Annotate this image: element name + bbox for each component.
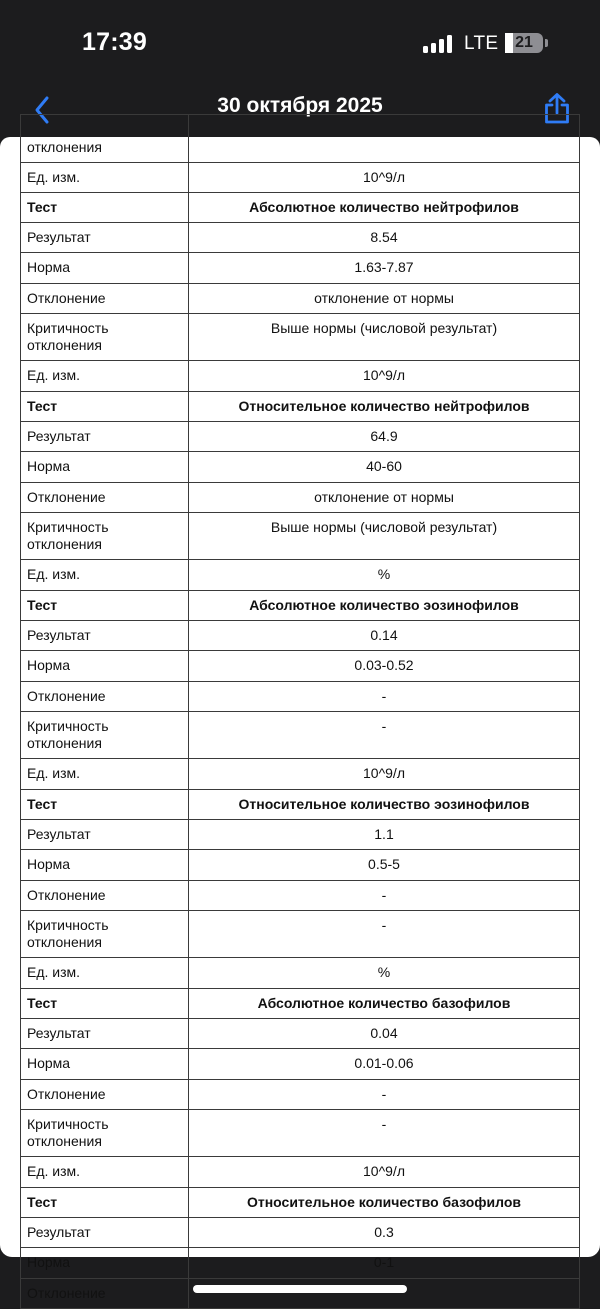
row-label: Отклонение — [21, 283, 189, 313]
test-name: Абсолютное количество эозинофилов — [189, 590, 580, 620]
row-value: 0.14 — [189, 621, 580, 651]
row-label: Ед. изм. — [21, 759, 189, 789]
row-label: Результат — [21, 621, 189, 651]
table-row — [21, 162, 580, 192]
table-row — [21, 1049, 580, 1079]
row-label: Норма — [21, 253, 189, 283]
row-value: 1.1 — [189, 820, 580, 850]
table-row — [21, 1278, 580, 1308]
row-label: Критичность отклонения — [21, 313, 189, 361]
table-row — [21, 512, 580, 560]
signal-icon — [423, 35, 453, 53]
table-row — [21, 313, 580, 361]
row-label: Норма — [21, 1248, 189, 1278]
home-indicator[interactable] — [193, 1285, 407, 1293]
row-label: Ед. изм. — [21, 162, 189, 192]
row-value: % — [189, 560, 580, 590]
row-value: 0.03-0.52 — [189, 651, 580, 681]
test-header-row — [21, 988, 580, 1018]
table-row — [21, 482, 580, 512]
row-label: Отклонение — [21, 681, 189, 711]
test-header-row — [21, 192, 580, 222]
row-value: отклонение от нормы — [189, 482, 580, 512]
row-label: Результат — [21, 820, 189, 850]
table-row — [21, 1157, 580, 1187]
table-row — [21, 681, 580, 711]
table-row — [21, 910, 580, 958]
row-value: - — [189, 1109, 580, 1157]
row-label: Критичность отклонения — [21, 512, 189, 560]
row-label: Отклонение — [21, 1079, 189, 1109]
row-label: Норма — [21, 651, 189, 681]
table-row-partial — [21, 115, 580, 163]
table-row — [21, 361, 580, 391]
row-value: 10^9/л — [189, 162, 580, 192]
results-document[interactable] — [0, 137, 600, 1301]
table-row — [21, 958, 580, 988]
test-name: Абсолютное количество базофилов — [189, 988, 580, 1018]
table-row — [21, 253, 580, 283]
test-label: Тест — [21, 391, 189, 421]
row-label: Отклонение — [21, 880, 189, 910]
status-bar — [0, 0, 600, 88]
row-label: Результат — [21, 422, 189, 452]
row-value — [189, 1278, 580, 1308]
row-label: Отклонение — [21, 1278, 189, 1308]
table-row — [21, 223, 580, 253]
row-value: 0.3 — [189, 1218, 580, 1248]
row-value: 10^9/л — [189, 361, 580, 391]
test-label: Тест — [21, 789, 189, 819]
row-value: Выше нормы (числовой результат) — [189, 313, 580, 361]
table-row — [21, 759, 580, 789]
row-value: отклонение от нормы — [189, 283, 580, 313]
row-label: Норма — [21, 850, 189, 880]
page-title: 30 октября 2025 — [217, 94, 383, 117]
row-value: 0.04 — [189, 1019, 580, 1049]
row-label: Отклонение — [21, 482, 189, 512]
row-label: Норма — [21, 452, 189, 482]
test-label: Тест — [21, 1187, 189, 1217]
results-table-container — [20, 114, 580, 1309]
row-value: 10^9/л — [189, 759, 580, 789]
row-value: 64.9 — [189, 422, 580, 452]
row-label: Критичность отклонения — [21, 1109, 189, 1157]
table-row — [21, 1109, 580, 1157]
test-header-row — [21, 590, 580, 620]
row-value: - — [189, 711, 580, 759]
row-value: Выше нормы (числовой результат) — [189, 512, 580, 560]
test-name: Относительное количество базофилов — [189, 1187, 580, 1217]
table-row — [21, 880, 580, 910]
row-label: Результат — [21, 223, 189, 253]
test-label: Тест — [21, 192, 189, 222]
battery-level: 21 — [515, 34, 533, 51]
row-value: - — [189, 880, 580, 910]
table-row — [21, 850, 580, 880]
results-table — [20, 114, 580, 1309]
test-name: Относительное количество эозинофилов — [189, 789, 580, 819]
row-label: отклонения — [21, 115, 189, 163]
row-label: Ед. изм. — [21, 958, 189, 988]
test-label: Тест — [21, 988, 189, 1018]
row-label: Ед. изм. — [21, 1157, 189, 1187]
row-value: % — [189, 958, 580, 988]
table-row — [21, 1079, 580, 1109]
test-name: Относительное количество нейтрофилов — [189, 391, 580, 421]
table-row — [21, 452, 580, 482]
row-value: - — [189, 1079, 580, 1109]
test-header-row — [21, 391, 580, 421]
status-time: 17:39 — [82, 28, 147, 56]
row-value: 10^9/л — [189, 1157, 580, 1187]
table-row — [21, 711, 580, 759]
row-label: Критичность отклонения — [21, 910, 189, 958]
row-value: 1.63-7.87 — [189, 253, 580, 283]
table-row — [21, 820, 580, 850]
test-name: Абсолютное количество нейтрофилов — [189, 192, 580, 222]
table-row — [21, 560, 580, 590]
row-value: 0.01-0.06 — [189, 1049, 580, 1079]
row-value: 0.5-5 — [189, 850, 580, 880]
row-label: Результат — [21, 1019, 189, 1049]
row-label: Ед. изм. — [21, 560, 189, 590]
test-label: Тест — [21, 590, 189, 620]
row-label: Норма — [21, 1049, 189, 1079]
table-row — [21, 1218, 580, 1248]
table-row — [21, 283, 580, 313]
battery-icon — [505, 33, 543, 53]
row-value: 8.54 — [189, 223, 580, 253]
row-value — [189, 115, 580, 163]
network-type: LTE — [464, 33, 499, 54]
row-label: Критичность отклонения — [21, 711, 189, 759]
table-row — [21, 422, 580, 452]
table-row — [21, 651, 580, 681]
row-label: Результат — [21, 1218, 189, 1248]
table-row — [21, 1248, 580, 1278]
table-row — [21, 1019, 580, 1049]
row-label: Ед. изм. — [21, 361, 189, 391]
battery-nub — [545, 39, 548, 47]
row-value: 0-1 — [189, 1248, 580, 1278]
row-value: - — [189, 910, 580, 958]
table-row — [21, 621, 580, 651]
row-value: 40-60 — [189, 452, 580, 482]
test-header-row — [21, 1187, 580, 1217]
test-header-row — [21, 789, 580, 819]
row-value: - — [189, 681, 580, 711]
